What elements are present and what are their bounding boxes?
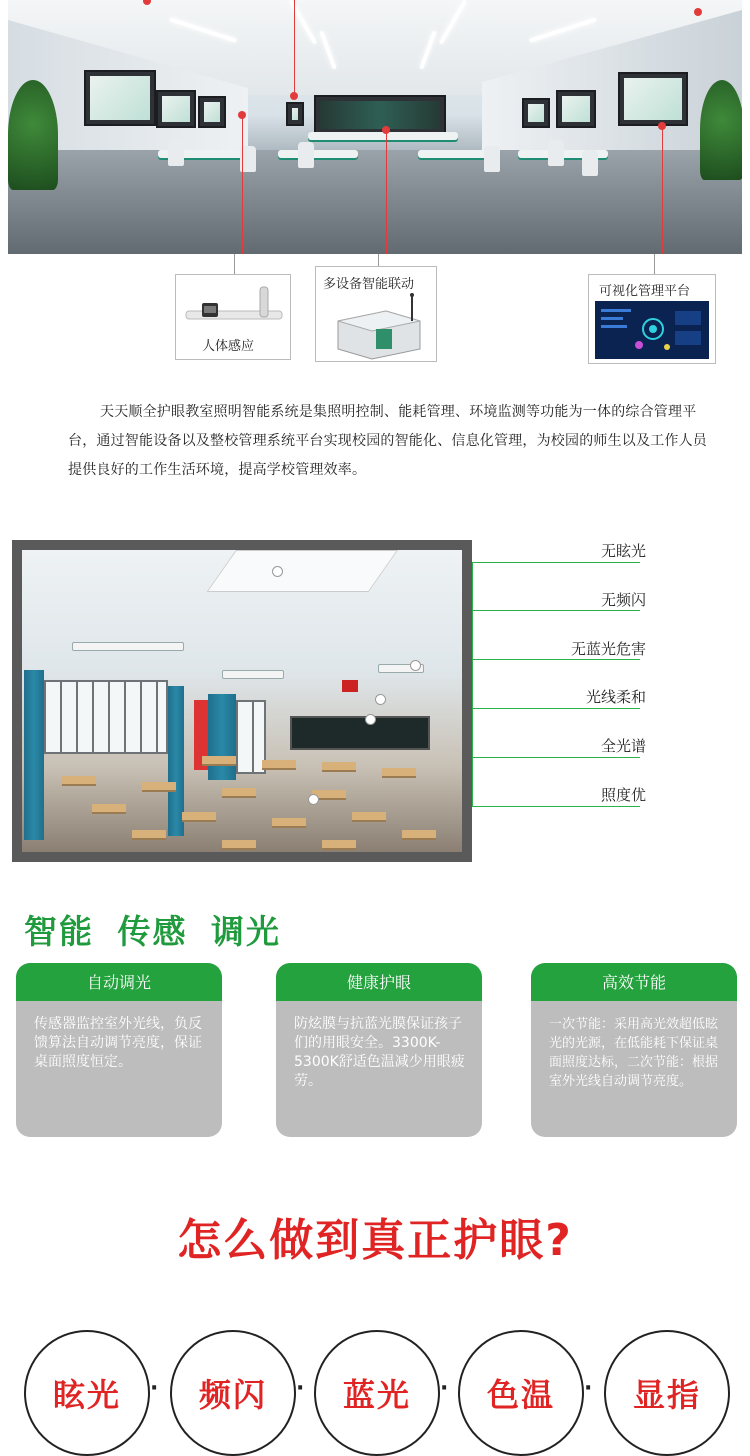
box-title: 高效节能 bbox=[531, 963, 737, 1001]
eye-care-box bbox=[276, 963, 482, 1137]
leader-line bbox=[472, 806, 640, 807]
sensor-label: 人体感应 bbox=[202, 339, 255, 354]
circle-label: 色温 bbox=[486, 1376, 555, 1414]
feature-no-glare: 无眩光 bbox=[600, 542, 646, 560]
linkage-label: 多设备智能联动 bbox=[323, 277, 415, 292]
separator-dot: · bbox=[440, 1376, 449, 1401]
leader-line bbox=[472, 708, 640, 709]
feature-soft-light: 光线柔和 bbox=[585, 688, 646, 706]
sensor-card bbox=[175, 274, 291, 360]
separator-dot: · bbox=[150, 1376, 159, 1401]
leader-line bbox=[472, 562, 640, 563]
circle-label: 蓝光 bbox=[342, 1376, 411, 1414]
auto-dimming-box bbox=[16, 963, 222, 1137]
separator-dot: · bbox=[296, 1376, 305, 1401]
callout-line bbox=[654, 254, 655, 274]
feature-no-blue-light-hazard: 无蓝光危害 bbox=[570, 640, 646, 658]
separator-dot: · bbox=[584, 1376, 593, 1401]
intro-paragraph: 天天顺全护眼教室照明智能系统是集照明控制、能耗管理、环境监测等功能为一体的综合管理平台，通过智能设备以及整校管理系统平台实现校园的智能化、信息化管理，为校园的师生以及工作人员提供良好的工作生活环境，提高学校管理效率。 bbox=[68, 404, 707, 478]
leader-line bbox=[472, 610, 640, 611]
circle-label: 眩光 bbox=[52, 1376, 121, 1414]
smart-classroom-photo bbox=[8, 0, 742, 254]
circle-label: 显指 bbox=[632, 1376, 701, 1414]
circle-flicker bbox=[170, 1330, 296, 1456]
platform-card bbox=[588, 274, 716, 364]
callout-line bbox=[378, 254, 379, 266]
leader-line bbox=[472, 659, 640, 660]
feature-no-flicker: 无频闪 bbox=[600, 591, 646, 609]
section-heading: 智能 传感 调光 bbox=[24, 912, 281, 951]
callout-line bbox=[234, 254, 235, 274]
circle-glare bbox=[24, 1330, 150, 1456]
feature-good-illuminance: 照度优 bbox=[600, 786, 646, 804]
circle-color-temperature bbox=[458, 1330, 584, 1456]
gateway-device-icon bbox=[316, 291, 436, 361]
question-heading: 怎么做到真正护眼? bbox=[177, 1215, 573, 1266]
leader-line bbox=[472, 757, 640, 758]
eye-care-classroom-photo bbox=[12, 540, 472, 862]
circle-label: 频闪 bbox=[198, 1376, 267, 1414]
circle-blue-light bbox=[314, 1330, 440, 1456]
leader-spine bbox=[472, 562, 473, 807]
platform-label: 可视化管理平台 bbox=[599, 284, 691, 299]
box-title: 健康护眼 bbox=[276, 963, 482, 1001]
energy-saving-box bbox=[531, 963, 737, 1137]
box-body: 防炫膜与抗蓝光膜保证孩子们的用眼安全。3300K-5300K舒适色温减少用眼疲劳。 bbox=[294, 1016, 465, 1089]
linkage-card bbox=[315, 266, 437, 362]
dashboard-screen-icon bbox=[595, 301, 709, 359]
circle-color-rendering bbox=[604, 1330, 730, 1456]
box-body: 传感器监控室外光线，负反馈算法自动调节亮度，保证桌面照度恒定。 bbox=[34, 1016, 202, 1070]
feature-full-spectrum: 全光谱 bbox=[600, 737, 646, 755]
body-sensor-device-icon bbox=[176, 275, 290, 335]
box-title: 自动调光 bbox=[16, 963, 222, 1001]
box-body: 一次节能：采用高光效超低眩光的光源，在低能耗下保证桌面照度达标，二次节能：根据室外光线自动调节亮度。 bbox=[549, 1017, 719, 1089]
